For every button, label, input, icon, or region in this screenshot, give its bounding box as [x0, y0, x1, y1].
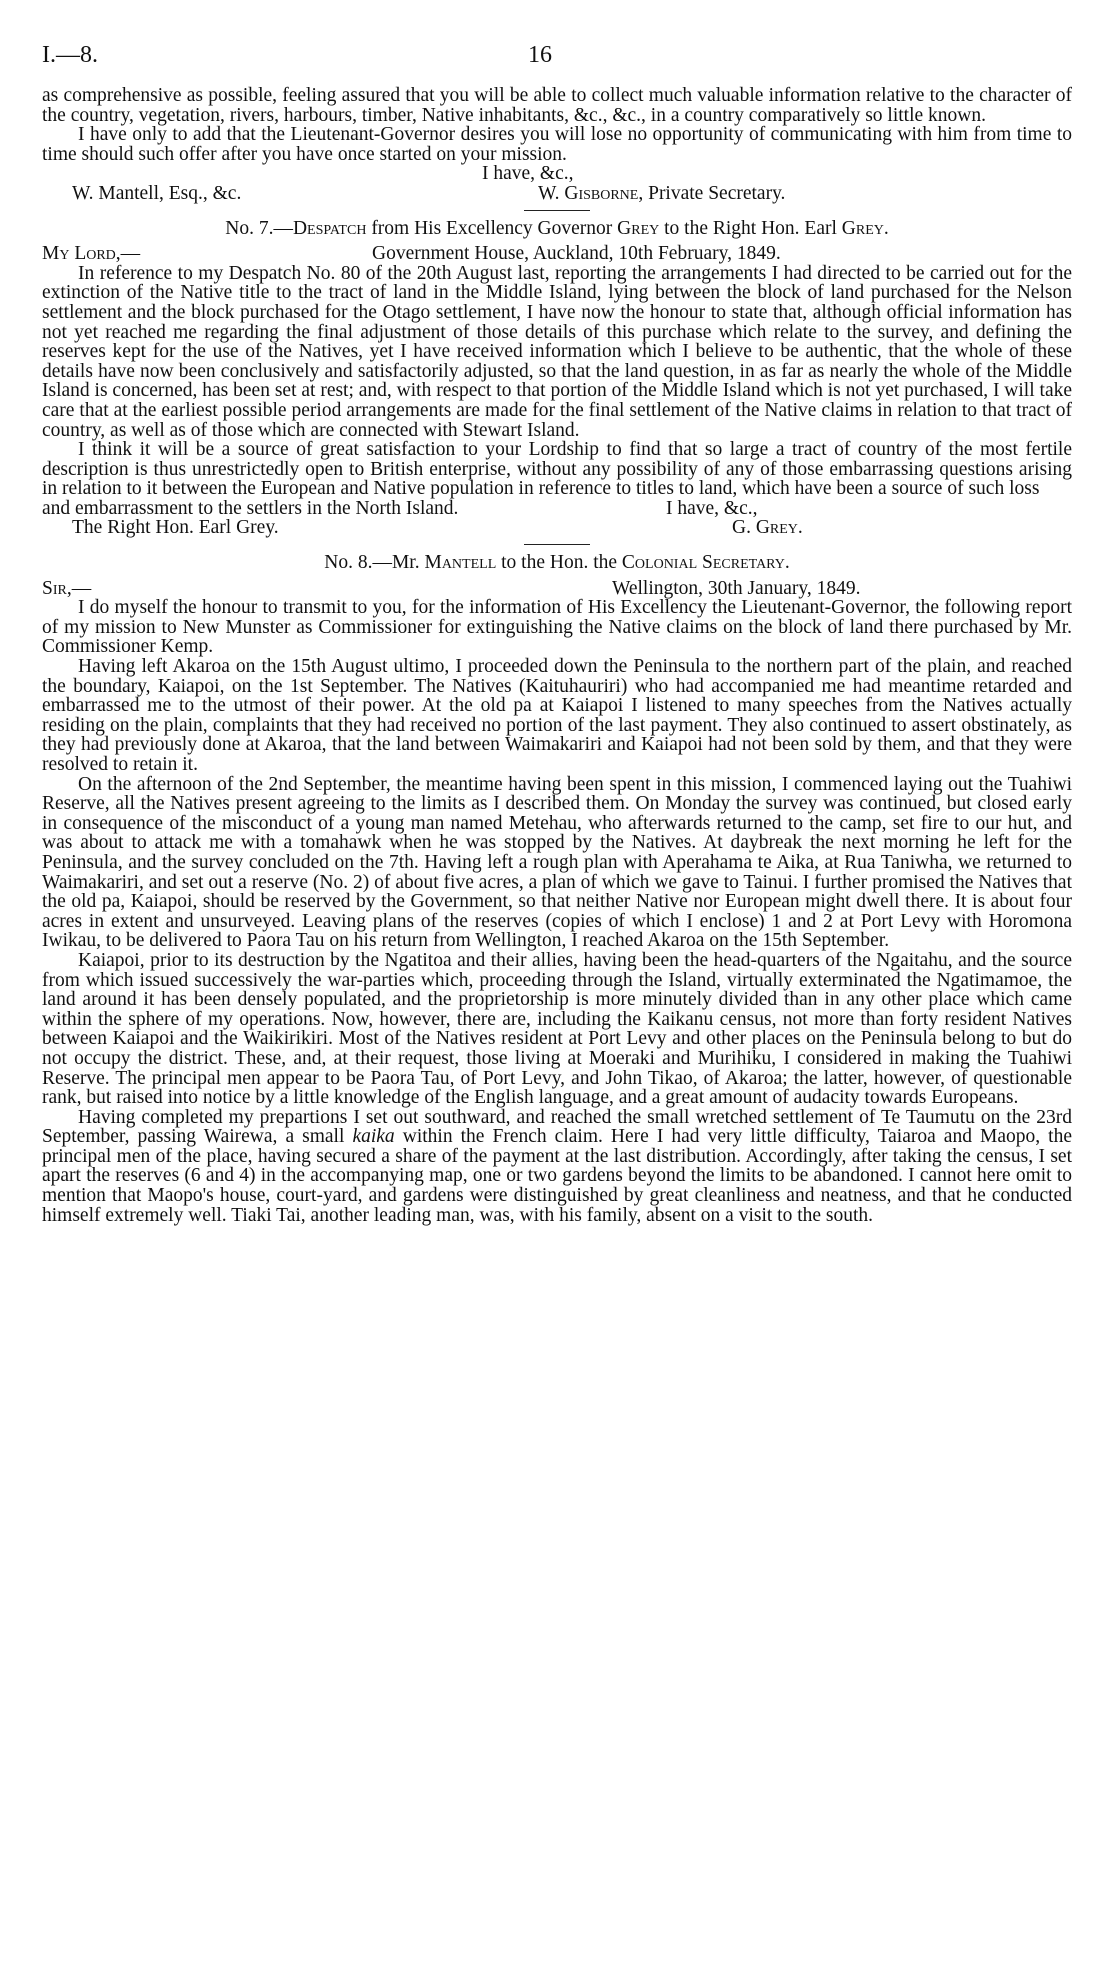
paragraph: Kaiapoi, prior to its destruction by the Ngatitoa and their allies, having been the head-quarters of the Ngaitahu, and the source from which issued successively the war-parties which, proceeding through the Island, virtually exterminated the Ngatimamoe, the land around it has been densely populated, and the proprietorship is more minutely divided than in any other place which came within the sphere of my operations. Now, however, there are, including the Kaikanu census, not more than forty resident Natives between Kaiapoi and the Waikirikiri. Most of the Natives resident at Port Levy and other places on the Peninsula belong to but do not occupy the district. These, and, at their request, those living at Moeraki and Murihiku, I considered in making the Tuahiwi Reserve. The principal men appear to be Paora Tau, of Port Levy, and John Tikao, of Akaroa; the latter, however, of questionable rank, but raised into notice by a little knowledge of the English language, and a great amount of audacity towards Europeans.	[42, 949, 1072, 1109]
heading-part: .	[883, 217, 889, 239]
heading-part: Despatch	[292, 217, 367, 239]
signature-name: W. Gisborne	[538, 182, 639, 204]
paragraph: I have only to add that the Lieutenant-Governor desires you will lose no opportunity of communicating with him from time to time should such offer after you have once started on your mission.	[42, 124, 1072, 165]
paragraph-end: and embarrassment to the settlers in the North Island.	[42, 497, 459, 519]
place-date: Wellington, 30th January, 1849.	[612, 577, 861, 599]
heading-part: No. 8.—Mr.	[324, 552, 425, 574]
signature	[538, 184, 785, 204]
page-header	[42, 42, 1072, 86]
heading-part: to the Right Hon. Earl	[659, 217, 842, 239]
paragraph: Having left Akaroa on the 15th August ultimo, I proceeded down the Peninsula to the northern part of the plain, and reached the boundary, Kaiapoi, on the 1st September. The Natives (Kaituhauriri) who had accompanied me had meantime retarded and embarrassed me to the utmost of their power. At the old pa at Kaiapoi I listened to many speeches from the Natives actually residing on the plain, complaints that they had received no portion of the last payment. They also continued to assert obstinately, as they had previously done at Akaroa, that the land between Waimakariri and Kaiapoi had not been sold by them, and that they were resolved to retain it.	[42, 656, 1072, 775]
text-run: Having completed my prepartions I set out southward, and reached the small wretched settlement of Te Taumutu on the 23rd September, passing Wairewa, a small	[42, 1106, 1072, 1148]
addressee: W. Mantell, Esq., &c.	[72, 182, 242, 204]
salutation-line	[42, 244, 1072, 264]
heading-part: .	[784, 552, 790, 574]
heading-part: Colonial Secretary	[621, 552, 785, 574]
section-divider	[524, 210, 590, 211]
heading-part: No. 7.—	[225, 217, 293, 239]
closing-line	[42, 499, 1072, 519]
section-divider	[524, 544, 590, 545]
closing: I have, &c.,	[482, 163, 574, 185]
signature-line	[42, 184, 1072, 204]
heading-part: from His Excellency Governor	[366, 217, 618, 239]
paper-code: I.—8.	[42, 42, 98, 68]
page-number: 16	[528, 42, 552, 68]
paragraph: In reference to my Despatch No. 80 of the 20th August last, reporting the arrangements I had directed to be carried out for the extinction of the Native title to the tract of land in the Middle Island, lying between the block of land purchased for the Nelson settlement and the block purchased for the Otago settlement, I have now the honour to state that, although official information has not yet reached me regarding the final adjustment of those details of this purchase which relate to the survey, and defining the reserves kept for the use of the Natives, yet I have received information which I believe to be authentic, that the whole of these details have now been conclusively and satisfactorily adjusted, so that the land question, in as far as nearly the whole of the Middle Island is concerned, has been set at rest; and, with respect to that portion of the Middle Island which is not yet purchased, I will take care that at the earliest possible period arrangements are made for the final settlement of the Native claims in relation to that tract of country, as well as of those which are connected with Stewart Island.	[42, 262, 1072, 441]
despatch-heading	[42, 219, 1072, 239]
italic-term: kaika	[352, 1126, 395, 1148]
closing: I have, &c.,	[666, 497, 758, 519]
signature-line	[42, 518, 1072, 538]
closing-line	[42, 164, 1072, 184]
document-page	[42, 42, 1072, 1226]
salutation: Sir,—	[42, 577, 92, 599]
addressee: The Right Hon. Earl Grey.	[72, 517, 279, 539]
heading-part: Grey	[617, 217, 660, 239]
signature-title: , Private Secretary.	[638, 182, 786, 204]
continued-paragraph: as comprehensive as possible, feeling assured that you will be able to collect much valuable information relative to the character of the country, vegetation, rivers, harbours, timber, Native inhabitants, &c., &c., in a country comparatively so little known.	[42, 85, 1072, 126]
place-date: Government House, Auckland, 10th February, 1849.	[372, 243, 781, 265]
salutation: My Lord,—	[42, 243, 141, 265]
text-run: within the French claim. Here I had very little difficulty, Taiaroa and Maopo, the principal men of the place, having secured a share of the payment at the last distribution. Accordingly, after taking the census, I set apart the reserves (6 and 4) in the accompanying map, one or two gardens beyond the limits to be abandoned. I cannot here omit to mention that Maopo's house, court-yard, and gardens were distinguished by great cleanliness and neatness, and that he conducted himself extremely well. Tiaki Tai, another leading man, was, with his family, absent on a visit to the south.	[42, 1126, 1072, 1226]
heading-part: to the Hon. the	[496, 552, 622, 574]
paragraph: I do myself the honour to transmit to you, for the information of His Excellency the Lieutenant-Governor, the following report of my mission to New Munster as Commissioner for extinguishing the Native claims on the block of land there purchased by Mr. Commissioner Kemp.	[42, 597, 1072, 658]
signature: G. Grey.	[732, 517, 803, 539]
paragraph: On the afternoon of the 2nd September, the meantime having been spent in this mission, I commenced laying out the Tuahiwi Reserve, all the Natives present agreeing to the limits as I described them. On Monday the survey was continued, but closed early in consequence of the misconduct of a young man named Metehau, who afterwards returned to the camp, set fire to our hut, and was about to attack me with a tomahawk when he was stopped by the Natives. At daybreak the next morning he left for the Peninsula, and the survey concluded on the 7th. Having left a rough plan with Aperahama te Aika, at Rua Taniwha, we returned to Waimakariri, and set out a reserve (No. 2) of about five acres, a plan of which we gave to Tainui. I further promised the Natives that the old pa, Kaiapoi, should be reserved by the Government, so that neither Native nor European might dwell there. It is about four acres in extent and unsurveyed. Leaving plans of the reserves (copies of which I enclose) 1 and 2 at Port Levy with Horomona Iwikau, to be delivered to Paora Tau on his return from Wellington, I reached Akaroa on the 15th September.	[42, 773, 1072, 952]
paragraph	[42, 1108, 1072, 1226]
letter-heading	[42, 553, 1072, 573]
heading-part: Grey	[841, 217, 884, 239]
salutation-line	[42, 579, 1072, 599]
paragraph: I think it will be a source of great satisfaction to your Lordship to find that so large a tract of country of the most fertile description is thus unrestrictedly open to British enterprise, without any possibility of any of those embarrassing questions arising in relation to it between the European and Native population in reference to titles to land, which have been a source of such loss	[42, 439, 1072, 500]
heading-part: Mantell	[424, 552, 497, 574]
